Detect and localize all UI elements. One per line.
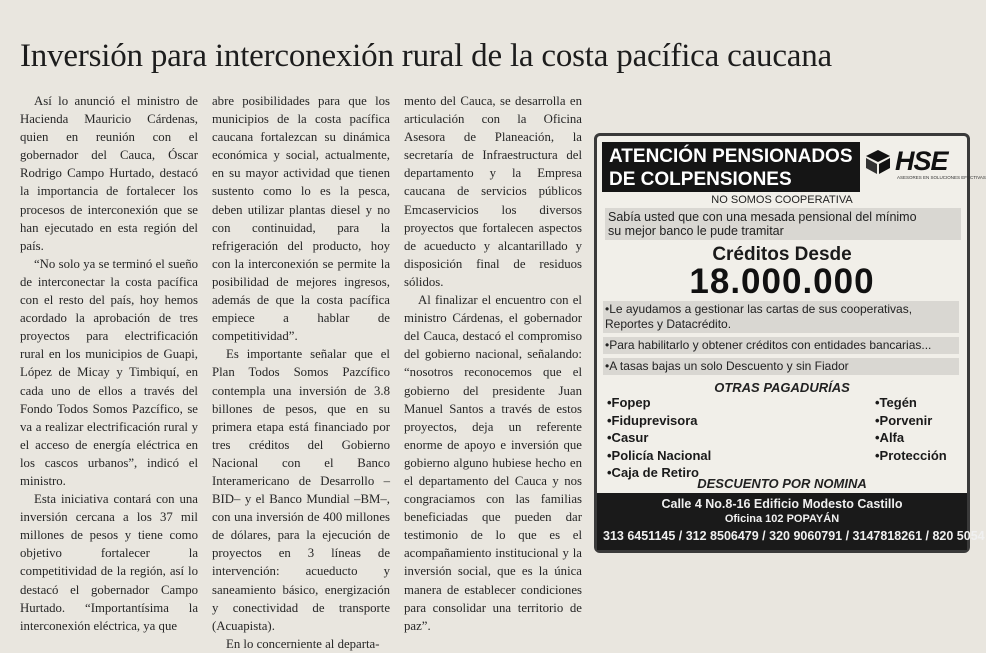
logo-tagline: ASESORES EN SOLUCIONES EFECTIVAS [897,175,986,180]
ad-headline-line-1: ATENCIÓN PENSIONADOS [609,146,853,167]
ad-office: Oficina 102 POPAYÁN [724,513,840,525]
paragraph: abre posibilidades para que los municipios de la costa pacífica caucana fortalezcan su dinámica económica y social, actualmente, en su mayor actividad que tienen sustento como lo es la pesca, deben utilizar plantas diesel y no con continuidad, para la refrigeración del producto, hoy con la interconexión se permite la posibilidad de mejores ingresos, además de que la costa pacífica empiece a hablar de competitividad”. [212,94,390,344]
paragraph: “No solo ya se terminó el sueño de interconectar la costa pacífica con el resto del país, hoy hemos acordado la aprobación de tres proyectos para electrificación rural en los municipios de Guapi, López de Micay y Timbiquí, en cada uno de ellos a través del Fondo Todos Somos Pazcífico, se va a realizar electrificación rural y el acceso de energía eléctrica en los cascos urbanos”, indicó el ministro. [20,256,198,488]
pagaduria-item: •Casur [607,430,649,445]
ad-headline [602,142,860,192]
descuento-nomina: DESCUENTO POR NOMINA [697,476,867,491]
paragraph: Al finalizar el encuentro con el ministro Cárdenas, el gobernador del Cauca, destacó el compromiso del gobierno nacional, señalando: “nosotros reconocemos que el gobierno del presidente Juan Manuel Santos a través de estos proyectos, deja un referente enorme de apoyo e inversión que gobierno alguno hubiese hecho en el departamento del Cauca y nos congraciamos con las familias beneficiadas que pueden dar testimonio de lo que es el acompañamiento institucional y la inversión social, que es la única manera de establecer condiciones para consolidar una territorio de paz”. [404,293,582,633]
pagaduria-item: •Alfa [875,430,905,445]
logo-text: HSE [895,146,948,176]
pagadurias-left [607,394,711,482]
pagaduria-item: •Porvenir [875,412,933,428]
hse-logo [865,146,948,177]
pagadurias-right [875,394,947,464]
paragraph: Esta iniciativa contará con una inversión cercana a los 37 mil millones de pesos y tiene como objetivo fortalecer la competitividad de la región, así lo destacó el gobernador Campo Hurtado. “Importantísima la interconexión eléctrica, ya que [20,492,198,633]
ad-address: Calle 4 No.8-16 Edificio Modesto Castillo [661,497,903,511]
creditos-label: Créditos Desde [712,244,852,265]
credit-amount: 18.000.000 [689,262,875,301]
pagaduria-item: •Fopep [607,395,651,410]
article-headline: Inversión para interconexión rural de la costa pacífica caucana [20,38,832,74]
otras-pagadurias-title: OTRAS PAGADURÍAS [714,380,850,395]
advertisement [594,133,986,553]
cube-icon [865,149,891,175]
article-column-1 [20,92,198,635]
article-column-3 [404,92,582,635]
no-cooperativa: NO SOMOS COOPERATIVA [711,194,853,206]
ad-headline-line-2: DE COLPENSIONES [609,169,792,190]
ad-bullets [603,301,959,379]
ad-bullet: •Para habilitarlo y obtener créditos con entidades bancarias... [603,337,959,354]
paragraph: Así lo anunció el ministro de Hacienda Mauricio Cárdenas, quien en reunión con el gobernador del Cauca, Óscar Rodrigo Campo Hurtado, destacó la importancia de fortalecer los procesos de interconexión que se han ejecutado en esta región del país. [20,94,198,253]
pagaduria-item: •Protección [875,447,947,463]
pagaduria-item: •Caja de Retiro [607,465,699,480]
pagaduria-item: •Policía Nacional [607,447,712,463]
ad-footer [597,493,985,550]
pagaduria-item: •Fiduprevisora [607,412,698,428]
pagaduria-item: •Tegén [875,395,917,410]
ad-bullet: •A tasas bajas un solo Descuento y sin Fiador [603,358,959,375]
article-column-2 [212,92,390,653]
ad-intro-line-2: su mejor banco le pude tramitar [608,224,784,238]
paragraph: En lo concerniente al departa- [226,636,380,651]
ad-intro [605,208,961,240]
ad-phones: 313 6451145 / 312 8506479 / 320 9060791 / 3147818261 / 820 5054 [603,529,985,543]
paragraph: mento del Cauca, se desarrolla en articulación con la Oficina Asesora de Planeación, la secretaría de Infraestructura del departamento y la Empresa caucana de servicios públicos Emcaservicios los diversos proyectos que fortalecen aspectos de acueducto y alcantarillado y disposición final de residuos sólidos. [404,94,582,289]
ad-intro-line-1: Sabía usted que con una mesada pensional del mínimo [608,210,917,224]
paragraph: Es importante señalar que el Plan Todos Somos Pazcífico contempla una inversión de 3.8 billones de pesos, que en su primera etapa está financiado por tres créditos del Gobierno Nacional con el Banco Interamericano de Desarrollo –BID– y el Banco Mundial –BM–, con una inversión de 400 millones de dólares, para la ejecución de proyectos en 3 líneas de intervención: acueducto y saneamiento básico, energización y conectividad de transporte (Acuapista). [212,347,390,633]
ad-bullet: •Le ayudamos a gestionar las cartas de sus cooperativas, Reportes y Datacrédito. [603,301,959,333]
